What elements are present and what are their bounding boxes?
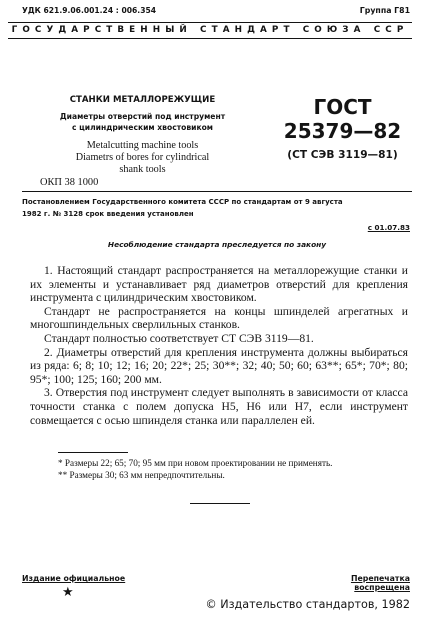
title-rule — [22, 191, 412, 192]
footnote-2: ** Размеры 30; 63 мм непредпочтительны. — [58, 470, 225, 480]
reprint-prohibited: Перепечатка воспрещена — [350, 574, 410, 592]
resolution-line2: 1982 г. № 3128 срок введения установлен — [22, 210, 194, 218]
okp-code: ОКП 38 1000 — [40, 177, 99, 188]
separator-line — [190, 503, 250, 504]
resolution-line1: Постановлением Государственного комитета СССР по стандартам от 9 августа — [22, 198, 343, 206]
effective-date: с 01.07.83 — [367, 223, 410, 232]
title-ru-sub-line1: Диаметры отверстий под инструмент — [59, 112, 226, 121]
paragraph-1: 1. Настоящий стандарт распространяется на металлорежущие станки и их элементы и устанавливает ряд диаметров отверстий для крепления инструмента с цилиндрическим хвостовиком. — [30, 264, 408, 305]
paragraph-2: Стандарт не распространяется на концы шпинделей агрегатных и многошпиндельных сверлильных станков. — [30, 304, 408, 332]
body-text — [30, 264, 408, 427]
paragraph-3: Стандарт полностью соответствует СТ СЭВ 3119—81. — [44, 331, 314, 345]
udk-code: УДК 621.9.06.001.24 : 006.354 — [22, 6, 157, 15]
gost-label: ГОСТ — [313, 95, 372, 119]
title-ru-sub-line2: с цилиндрическим хвостовиком — [71, 123, 214, 132]
gost-number: 25379—82 — [283, 119, 402, 143]
paragraph-4: 2. Диаметры отверстий для крепления инструмента должны выбираться из ряда: 6; 8; 10; 12; 16; 20; 22*; 25; 30**; 32; 40; 50; 60; 63**; 65*; 70*; 80; 95*; 100; 125; 160; 200 мм. — [30, 345, 408, 386]
footnote-rule — [58, 452, 128, 453]
official-edition: Издание официальное — [22, 574, 126, 583]
title-ru-main: СТАНКИ МЕТАЛЛОРЕЖУЩИЕ — [69, 95, 216, 105]
gost-sev-equivalent: (СТ СЭВ 3119—81) — [287, 149, 398, 161]
star-icon: ★ — [62, 584, 74, 599]
law-warning: Несоблюдение стандарта преследуется по закону — [107, 240, 327, 249]
header-rule-top — [8, 22, 412, 23]
publisher-copyright: © Издательство стандартов, 1982 — [205, 598, 410, 611]
title-en-line2: Diametrs of bores for cylindrical — [75, 152, 210, 163]
title-en-line3: shank tools — [119, 164, 166, 175]
header-rule-bottom — [8, 38, 412, 39]
paragraph-5: 3. Отверстия под инструмент следует выполнять в зависимости от класса точности станка с полем допуска Н5, Н6 или Н7, если инструмент совмещается с осью шпинделя станка или параллелен ей. — [30, 386, 408, 427]
state-standard-banner: ГОСУДАРСТВЕННЫЙ СТАНДАРТ СОЮЗА ССР — [11, 25, 409, 35]
title-en-line1: Metalcutting machine tools — [86, 140, 199, 151]
footnote-1: * Размеры 22; 65; 70; 95 мм при новом проектировании не применять. — [58, 458, 333, 468]
group-code: Группа Г81 — [359, 6, 410, 15]
